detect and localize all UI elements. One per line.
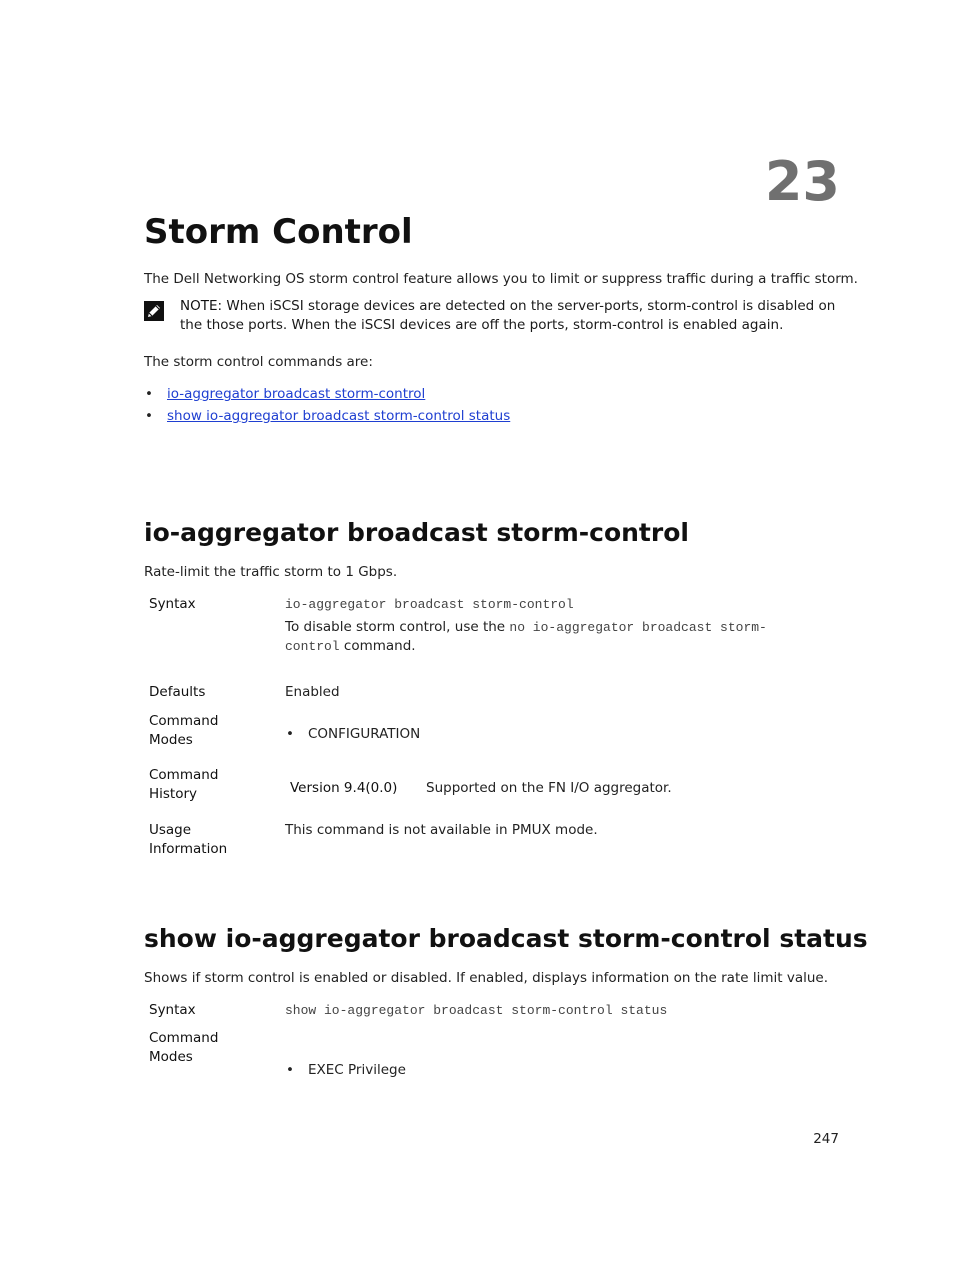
section-title-show-io-aggregator: show io-aggregator broadcast storm-control status: [144, 924, 868, 953]
command-history-label: [149, 766, 269, 804]
syntax-command: show io-aggregator broadcast storm-control status: [285, 1003, 668, 1018]
syntax-command: io-aggregator broadcast storm-control: [285, 597, 574, 612]
commands-intro: The storm control commands are:: [144, 354, 373, 370]
usage-information-label: [149, 821, 269, 859]
label-line: Modes: [149, 732, 193, 748]
link-io-aggregator-broadcast-storm-control[interactable]: io-aggregator broadcast storm-control: [167, 386, 426, 402]
defaults-value: Enabled: [285, 684, 340, 700]
command-modes-value: • EXEC Privilege: [285, 1061, 868, 1080]
syntax-disable-note: [285, 618, 805, 656]
pencil-note-icon: [144, 301, 164, 321]
label-line: Command: [149, 767, 219, 783]
command-modes-label: [149, 1029, 269, 1067]
label-line: Modes: [149, 1049, 193, 1065]
syntax-disable-post: command.: [339, 638, 416, 654]
chapter-number: 23: [764, 150, 840, 213]
syntax-label: Syntax: [149, 1002, 196, 1018]
label-line: Usage: [149, 822, 192, 838]
usage-information-value: This command is not available in PMUX mode.: [285, 822, 598, 838]
note: [180, 297, 850, 335]
defaults-label: Defaults: [149, 684, 206, 700]
label-line: Command: [149, 713, 219, 729]
section-title-io-aggregator: io-aggregator broadcast storm-control: [144, 518, 689, 547]
history-version: Version 9.4(0.0): [290, 780, 398, 796]
section2-description: Shows if storm control is enabled or disabled. If enabled, displays information on the rate limit value.: [144, 970, 828, 986]
command-link-list: [144, 384, 510, 428]
label-line: Information: [149, 841, 228, 857]
chapter-intro: The Dell Networking OS storm control feature allows you to limit or suppress traffic during a traffic storm.: [144, 271, 858, 287]
syntax-disable-pre: To disable storm control, use the: [285, 619, 510, 635]
command-modes-value: • CONFIGURATION: [285, 725, 868, 744]
list-item: [144, 384, 510, 406]
list-item: [144, 406, 510, 428]
label-line: History: [149, 786, 198, 802]
page-number: 247: [813, 1131, 839, 1147]
section1-description: Rate-limit the traffic storm to 1 Gbps.: [144, 564, 398, 580]
note-label: NOTE:: [180, 298, 223, 314]
syntax-label: Syntax: [149, 596, 196, 612]
label-line: Command: [149, 1030, 219, 1046]
syntax-disable-command: no io-aggregator broadcast storm-control: [285, 620, 767, 654]
command-modes-label: [149, 712, 269, 750]
note-text: When iSCSI storage devices are detected on the server-ports, storm-control is disabled on the those ports. When the iSCSI devices are off the ports, storm-control is enabled again.: [180, 298, 836, 333]
chapter-title: Storm Control: [144, 212, 413, 252]
history-description: Supported on the FN I/O aggregator.: [426, 780, 672, 796]
link-show-io-aggregator-broadcast-storm-control-status[interactable]: show io-aggregator broadcast storm-control status: [167, 408, 511, 424]
